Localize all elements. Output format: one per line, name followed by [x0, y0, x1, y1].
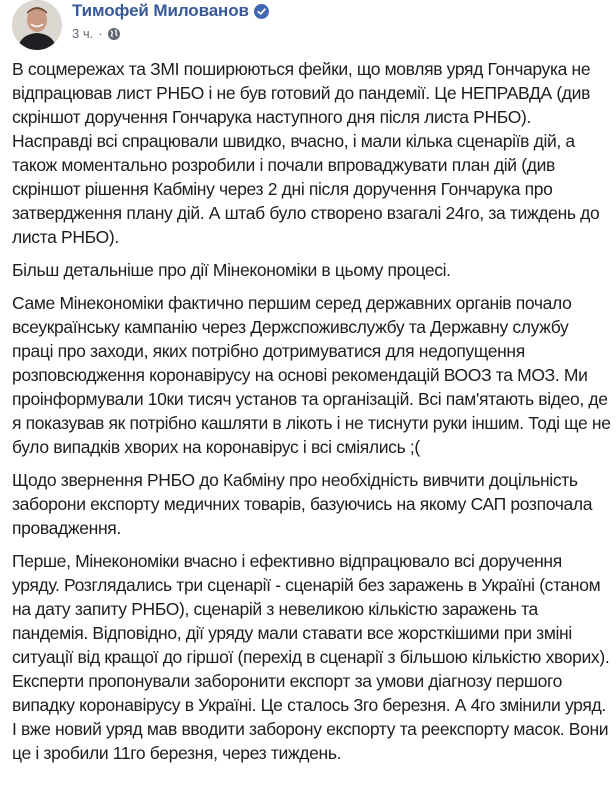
author-name-link[interactable]: Тимофей Милованов [72, 1, 249, 20]
post-body [12, 57, 612, 774]
post-paragraph: Перше, Мінекономіки вчасно і ефективно відпрацювало всі доручення уряду. Розглядались три сценарії - сценарій без заражень в Україні (станом на дату запиту РНБО), сценарій з невеликою кількістю заражень та пандемія. Відповідно, дії уряду мали ставати все жорсткішими при зміні ситуації від кращої до гіршої (перехід в сценарії з більшою кількістю хворих). Експерти пропонували заборонити експорт за умови діагнозу першого випадку коронавірусу в Україні. Це сталось 3го березня. А 4го змінили уряд. І вже новий уряд мав вводити заборону експорту та реекспорту масок. Вони це і зробили 11го березня, через тиждень. [12, 551, 610, 763]
meta-separator: · [98, 26, 103, 41]
post-paragraph: Щодо звернення РНБО до Кабміну про необхідність вивчити доцільність заборони експорту медичних товарів, базуючись на якому САП розпочала провадження. [12, 470, 593, 538]
author-photo-icon [12, 0, 62, 50]
post-paragraph: Саме Мінекономіки фактично першим серед державних органів почало всеукраїнську кампанію через Держспоживслужбу та Державну службу праці про заходи, яких потрібно дотримуватися для недопущення розповсюдження коронавірусу на основі рекомендацій ВООЗ та МОЗ. Ми проінформували 10ки тисяч установ та організацій. Всі пам'ятають відео, де я показував як потрібно кашляти в лікоть і не тиснути руки іншим. Тоді ще не було випадків хворих на коронавірус і всі сміялись ;( [12, 293, 611, 457]
verified-badge-icon [254, 4, 269, 19]
post-timestamp-link[interactable]: 3 ч. [72, 26, 94, 41]
post-header [0, 0, 616, 50]
post-paragraph: В соцмережах та ЗМІ поширюються фейки, що мовляв уряд Гончарука не відпрацював лист РНБО і не був готовий до пандемії. Це НЕПРАВДА (див скріншот доручення Гончарука наступного дня після листа РНБО). Насправді всі спрацювали швидко, вчасно, і мали кілька сценаріїв дій, а також моментально розробили і почали впроваджувати план дій (див скріншот рішення Кабміну через 2 дні після доручення Гончарука про затвердження плану дій. А штаб було створено взагалі 24го, за тиждень до листа РНБО). [12, 59, 600, 247]
globe-icon[interactable] [108, 28, 120, 40]
avatar[interactable] [12, 0, 62, 50]
post-paragraph: Більш детальніше про дії Мінекономіки в цьому процесі. [12, 260, 451, 280]
